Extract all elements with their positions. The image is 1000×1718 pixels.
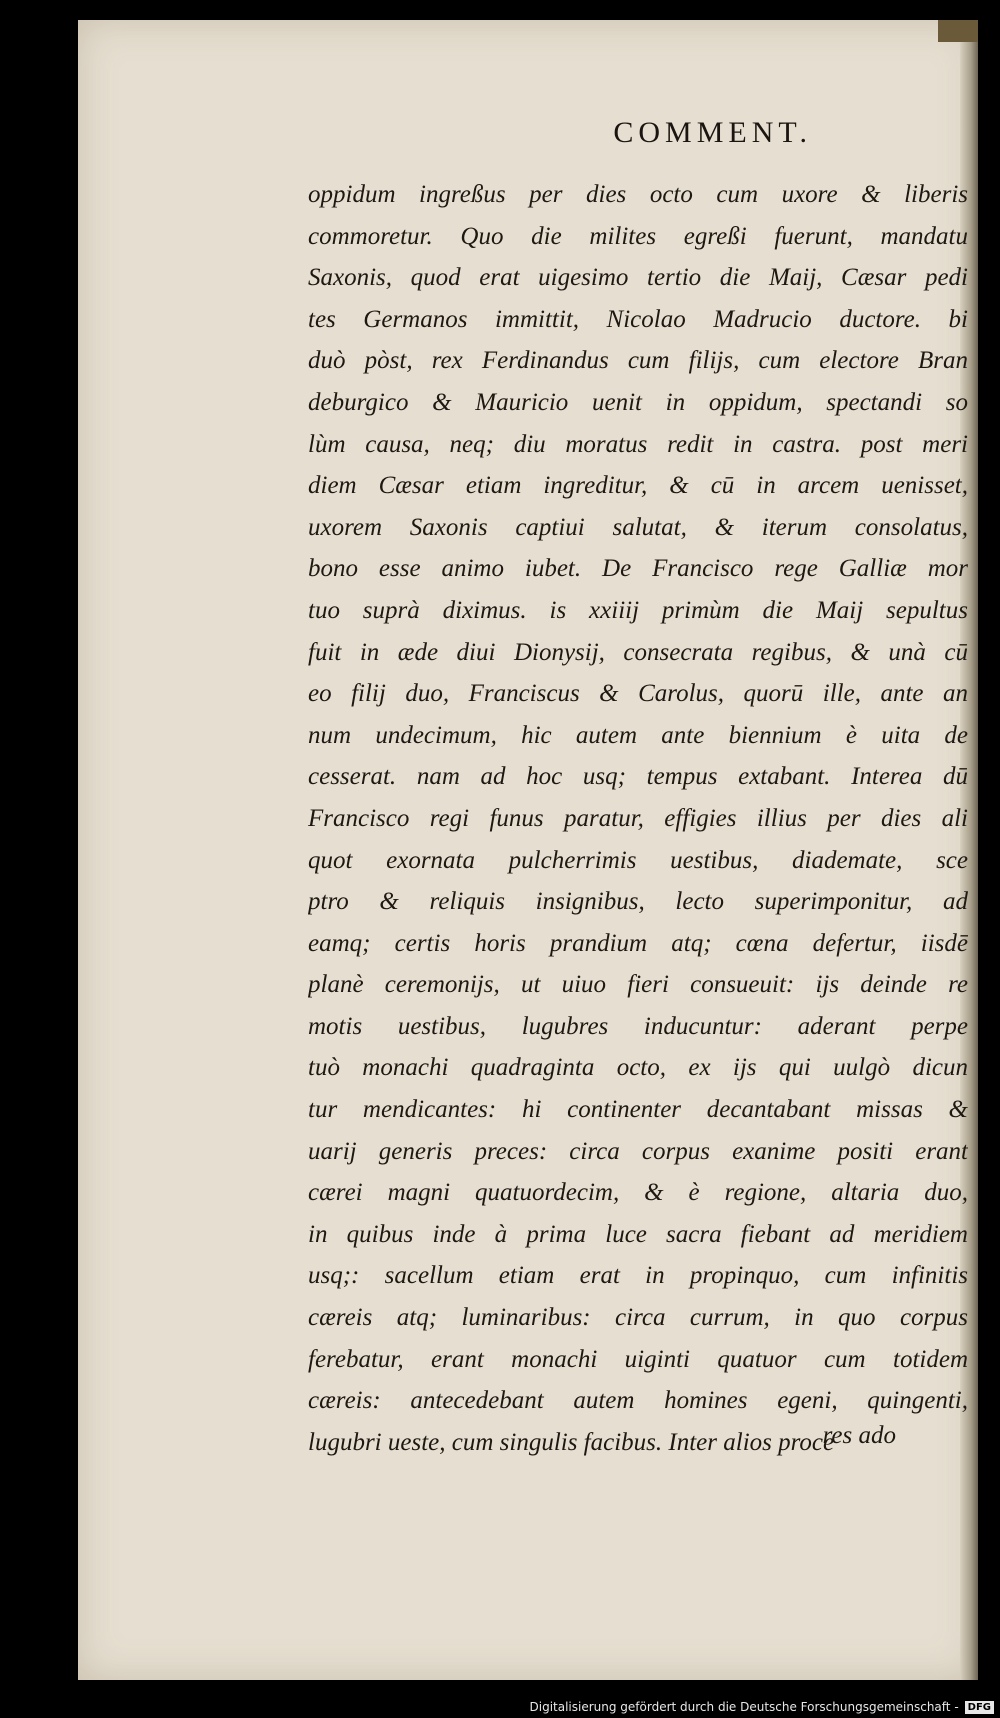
text-line: bono esse animo iubet. De Francisco rege Galliæ mor [308,555,968,583]
text-line: uxorem Saxonis captiui salutat, & iterum consolatus, [308,513,968,541]
catchword: res ado [822,1422,896,1449]
text-line: commoretur. Quo die milites egreßi fuerunt, mandatu [308,222,968,250]
text-line: ptro & reliquis insignibus, lecto superimponitur, ad [308,888,968,916]
text-line: tuò monachi quadraginta octo, ex ijs qui uulgò dicun [308,1054,968,1082]
text-line: Saxonis, quod erat uigesimo tertio die Maij, Cæsar pedi [308,264,968,292]
footer-credit [530,1700,995,1714]
text-line: num undecimum, hic autem ante biennium è uita de [308,721,968,749]
text-line: tuo suprà diximus. is xxiiij primùm die Maij sepultus [308,596,968,624]
text-line: planè ceremonijs, ut uiuo fieri consueuit: ijs deinde re [308,971,968,999]
text-line: lugubri ueste, cum singulis facibus. Inter alios proce [308,1428,835,1456]
text-line: Francisco regi funus paratur, effigies illius per dies ali [308,804,968,832]
body-text [308,174,968,1463]
text-line: cæreis: antecedebant autem homines egeni, quingenti, [308,1387,968,1415]
running-header: COMMENT. [613,116,812,149]
text-line: eamq; certis horis prandium atq; cœna defertur, iisdē [308,929,968,957]
text-line: usq;: sacellum etiam erat in propinquo, cum infinitis [308,1262,968,1290]
text-line: eo filij duo, Franciscus & Carolus, quorū ille, ante an [308,680,968,708]
text-line: ferebatur, erant monachi uiginti quatuor cum totidem [308,1345,968,1373]
text-line: tes Germanos immittit, Nicolao Madrucio ductore. bi [308,305,968,333]
book-page [78,20,978,1680]
text-line: tur mendicantes: hi continenter decantabant missas & [308,1096,968,1124]
text-line: deburgico & Mauricio uenit in oppidum, spectandi so [308,388,968,416]
text-line: lùm causa, neq; diu moratus redit in castra. post meri [308,430,968,458]
text-line: diem Cæsar etiam ingreditur, & cū in arcem uenisset, [308,472,968,500]
text-line: cesserat. nam ad hoc usq; tempus extabant. Interea dū [308,763,968,791]
text-line: fuit in æde diui Dionysij, consecrata regibus, & unà cū [308,638,968,666]
text-line: duò pòst, rex Ferdinandus cum filijs, cum electore Bran [308,347,968,375]
text-line: in quibus inde à prima luce sacra fiebant ad meridiem [308,1220,968,1248]
text-line: cærei magni quatuordecim, & è regione, altaria duo, [308,1179,968,1207]
text-line: oppidum ingreßus per dies octo cum uxore & liberis [308,181,968,208]
text-line: uarij generis preces: circa corpus exanime positi erant [308,1137,968,1165]
footer-credit-text: Digitalisierung gefördert durch die Deutsche Forschungsgemeinschaft - [529,1700,959,1714]
dfg-logo: DFG [965,1701,994,1714]
text-line: cæreis atq; luminaribus: circa currum, in quo corpus [308,1304,968,1332]
text-line: motis uestibus, lugubres inducuntur: aderant perpe [308,1012,968,1040]
text-line: quot exornata pulcherrimis uestibus, diademate, sce [308,846,968,874]
binding-corner [938,20,978,42]
